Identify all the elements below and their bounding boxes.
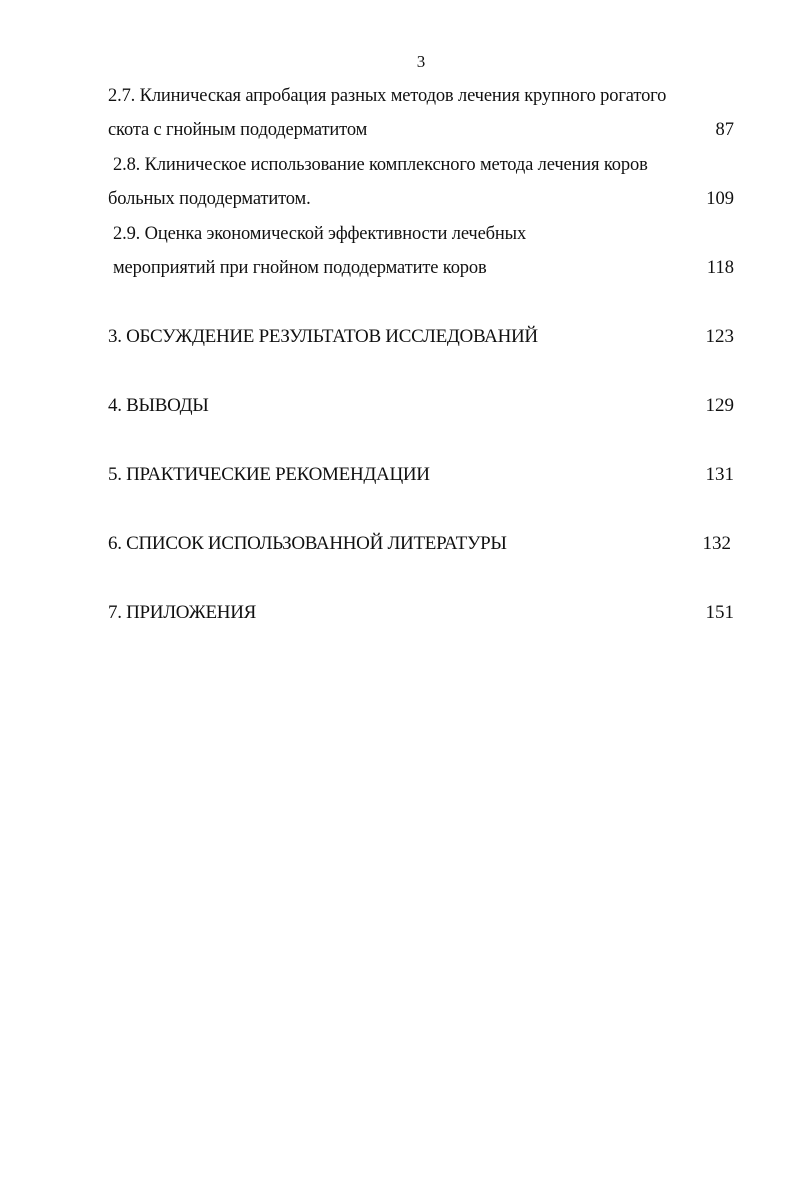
toc-entry-4-page: 129 — [705, 395, 734, 416]
toc-entry-2-7-line-2: скота с гнойным пододерматитом — [108, 120, 368, 140]
page-number: 3 — [416, 52, 426, 71]
toc-entry-7-title: 7. ПРИЛОЖЕНИЯ — [108, 602, 256, 623]
toc-entry-2-7-line-1: 2.7. Клиническая апробация разных методов лечения крупного рогатого — [108, 86, 667, 106]
toc-entry-6-title: 6. СПИСОК ИСПОЛЬЗОВАННОЙ ЛИТЕРАТУРЫ — [108, 533, 507, 554]
toc-entry-2-7-page: 87 — [715, 120, 734, 140]
toc-entry-4-title: 4. ВЫВОДЫ — [108, 395, 209, 416]
toc-entry-2-8-line-1: 2.8. Клиническое использование комплексного метода лечения коров — [113, 155, 648, 175]
toc-entry-2-9-page: 118 — [706, 258, 734, 278]
toc-entry-2-8-line-2: больных пододерматитом. — [108, 189, 311, 209]
toc-entry-6-page: 132 — [702, 533, 731, 554]
toc-entry-2-9-line-1: 2.9. Оценка экономической эффективности лечебных — [113, 224, 527, 244]
toc-entry-7-page: 151 — [705, 602, 734, 623]
toc-entry-5-page: 131 — [705, 464, 734, 485]
toc-entry-3-title: 3. ОБСУЖДЕНИЕ РЕЗУЛЬТАТОВ ИССЛЕДОВАНИЙ — [108, 326, 538, 347]
toc-entry-3-page: 123 — [705, 326, 734, 347]
toc-entry-2-9-line-2: мероприятий при гнойном пододерматите коров — [113, 258, 487, 278]
toc-entry-5-title: 5. ПРАКТИЧЕСКИЕ РЕКОМЕНДАЦИИ — [108, 464, 430, 485]
toc-entry-2-8-page: 109 — [706, 189, 734, 209]
